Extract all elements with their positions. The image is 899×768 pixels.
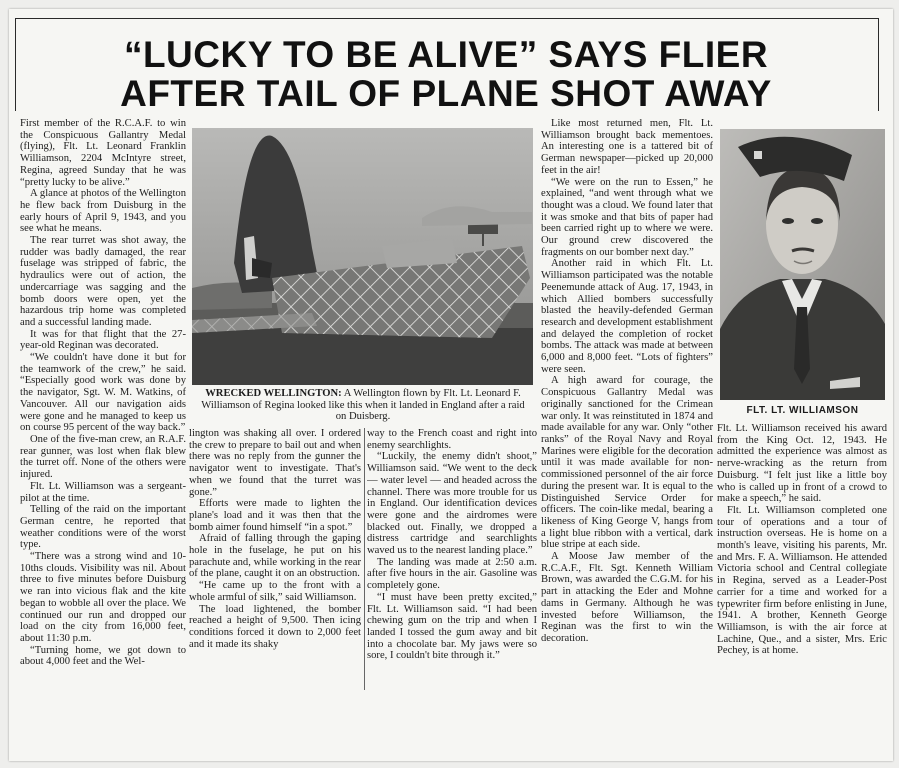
article-paragraph: The rear turret was shot away, the rudder was badly damaged, the rear fuselage was stripped of fabric, the hydraulics were out of action, the undercarriage was sagging and the bomb doors were open, yet the hazardous trip home was completed and a successful landing made. [20,235,186,328]
column-rule [364,428,365,690]
article-column-3 [367,428,537,690]
article-paragraph: “We were on the run to Essen,” he explained, “and went through what we thought was a cloud. We found later that it was smoke and that bits of paper had been carried right up to where we were. Our ground crew discovered the fragments on our bomber next day.” [541,176,713,258]
article-paragraph: The landing was made at 2:50 a.m. after five hours in the air. Gasoline was completely gone. [367,556,537,592]
article-paragraph: “I must have been pretty excited,” Flt. Lt. Williamson said. “I had been chewing gum on the trip and when I landed I tossed the gum away and bit into a chocolate bar. My jaws were so sore, I couldn't bite through it.” [367,591,537,662]
portrait-photo [720,129,885,400]
article-paragraph: Flt. Lt. Williamson completed one tour of operations and a tour of instruction overseas. He is home on a month's leave, visiting his parents, Mr. and Mrs. F. A. Williamson. He attended Victoria school and Central collegiate in Regina, served as a Leader-Post carrier for a time and worked for a typewriter firm before enlisting in June, 1941. A brother, Kenneth George Williamson, is with the air force at Lachine, Que., and a sister, Mrs. Eric Pechey, is at home. [717,504,887,657]
article-paragraph: “We couldn't have done it but for the teamwork of the crew,” he said. “Especially good work was done by the navigator, Sgt. W. M. Watkins, of Vancouver. All our navigation aids were gone and he managed to keep us on course 95 percent of the way back.” [20,352,186,434]
article-paragraph: A high award for courage, the Conspicuous Gallantry Medal was originally sanctioned for the Crimean war only. It was reinstituted in 1874 and made available for any war. Only “other ranks” of the Royal Navy and Royal Marines were eligible for the decoration until it was made available for non-commissioned personnel of the air force during the present war. It is equal to the Distinguished Service Order for officers. The coin-like medal, bearing a likeness of King George V, hangs from a light blue ribbon with a vertical, dark blue stripe at each side. [541,375,713,551]
article-paragraph: Another raid in which Flt. Lt. Williamson participated was the notable Peenemunde attack of Aug. 17, 1943, in which Allied bombers successfully blasted the heavily-defended German research and development establishment and delayed the completion of rocket bombs. The attack was made at between 6,000 and 8,000 feet. “Lots of fighters” were seen. [541,258,713,375]
article-paragraph: Telling of the raid on the important German centre, he reported that weather conditions were of the worst type. [20,504,186,551]
article-column-4 [541,118,713,690]
bomber-wreck-image [192,128,533,385]
photo-caption-text: A Wellington flown by Flt. Lt. Leonard F. Williamson of Regina looked like this when it landed in England after a raid on Duisberg. [201,388,525,423]
headline-line-1: “LUCKY TO BE ALIVE” SAYS FLIER [123,34,769,75]
article-paragraph: First member of the R.C.A.F. to win the Conspicuous Gallantry Medal (flying), Flt. Lt. Leonard Franklin Williamson, 2204 McIntyre street, Regina, agreed Sunday that he was “pretty lucky to be alive.” [20,118,186,188]
article-paragraph: It was for that flight that the 27-year-old Reginan was decorated. [20,328,186,352]
article-paragraph: Flt. Lt. Williamson was a sergeant-pilot at the time. [20,480,186,504]
article-paragraph: way to the French coast and right into enemy searchlights. [367,428,537,451]
article-column-5 [717,423,887,690]
article-paragraph: “He came up to the front with a whole armful of silk,” said Williamson. [189,580,361,603]
photo-caption [200,388,526,423]
article-column-2 [189,428,361,690]
article-paragraph: Like most returned men, Flt. Lt. Williamson brought back mementoes. An interesting one is a tattered bit of German newspaper—picked up 20,000 feet in the air! [541,118,713,176]
airman-portrait-image [720,129,885,400]
portrait-caption: FLT. LT. WILLIAMSON [746,405,859,416]
article-paragraph: Afraid of falling through the gaping hole in the fuselage, he put on his parachute and, while working in the rear of the plane, caught it on an obstruction. [189,533,361,580]
article-paragraph: A Moose Jaw member of the R.C.A.F., Flt. Sgt. Kenneth William Brown, was awarded the C.G.M. for his part in attacking the Eder and Mohne dams in Germany. Although he was invested before Williamson, the Reginan was the first to win the decoration. [541,551,713,644]
article-column-1 [20,118,186,690]
wrecked-wellington-photo [192,128,533,385]
article-paragraph: A glance at photos of the Wellington he flew back from Duisburg in the early hours of April 9, 1943, and you see what he means. [20,188,186,235]
photo-caption-lead: WRECKED WELLINGTON: [205,388,342,399]
article-paragraph: Flt. Lt. Williamson received his award from the King Oct. 12, 1943. He admitted the experience was almost as nerve-wracking as the return from Duisburg. “I felt just like a little boy who is called up in front of a crowd to make a speech,” he said. [717,423,887,505]
headline-line-2: AFTER TAIL OF PLANE SHOT AWAY [120,73,772,114]
article-paragraph: “Turning home, we got down to about 4,000 feet and the Wel- [20,644,186,668]
article-paragraph: The load lightened, the bomber reached a height of 9,500. Then icing conditions forced it down to 2,000 feet and it made its shaky [189,603,361,650]
article-paragraph: lington was shaking all over. I ordered the crew to prepare to bail out and when there was no reply from the gunner the navigator went to investigate. That's when we found that the turret was gone.” [189,428,361,498]
article-paragraph: Efforts were made to lighten the plane's load and it was then that the bomb aimer found himself “in a spot.” [189,498,361,533]
article-paragraph: “There was a strong wind and 10-10ths clouds. Visibility was nil. About three to five minutes before Duisburg we ran into vicious flak and the kite began to wobble all over the place. We continued our run and dropped our load on the city from 16,000 feet, about 11:30 p.m. [20,551,186,644]
headline [15,35,877,113]
article-paragraph: One of the five-man crew, an R.A.F. rear gunner, was lost when flak blew the turret off. None of the others were injured. [20,433,186,481]
article-paragraph: “Luckily, the enemy didn't shoot,” Williamson said. “We went to the deck — water level — and headed across the channel. There was more trouble for us in England. Our identification devices were gone and the airdromes were blacked out. Finally, we dropped a distress cartridge and searchlights waved us to the nearest landing place.” [367,451,537,557]
